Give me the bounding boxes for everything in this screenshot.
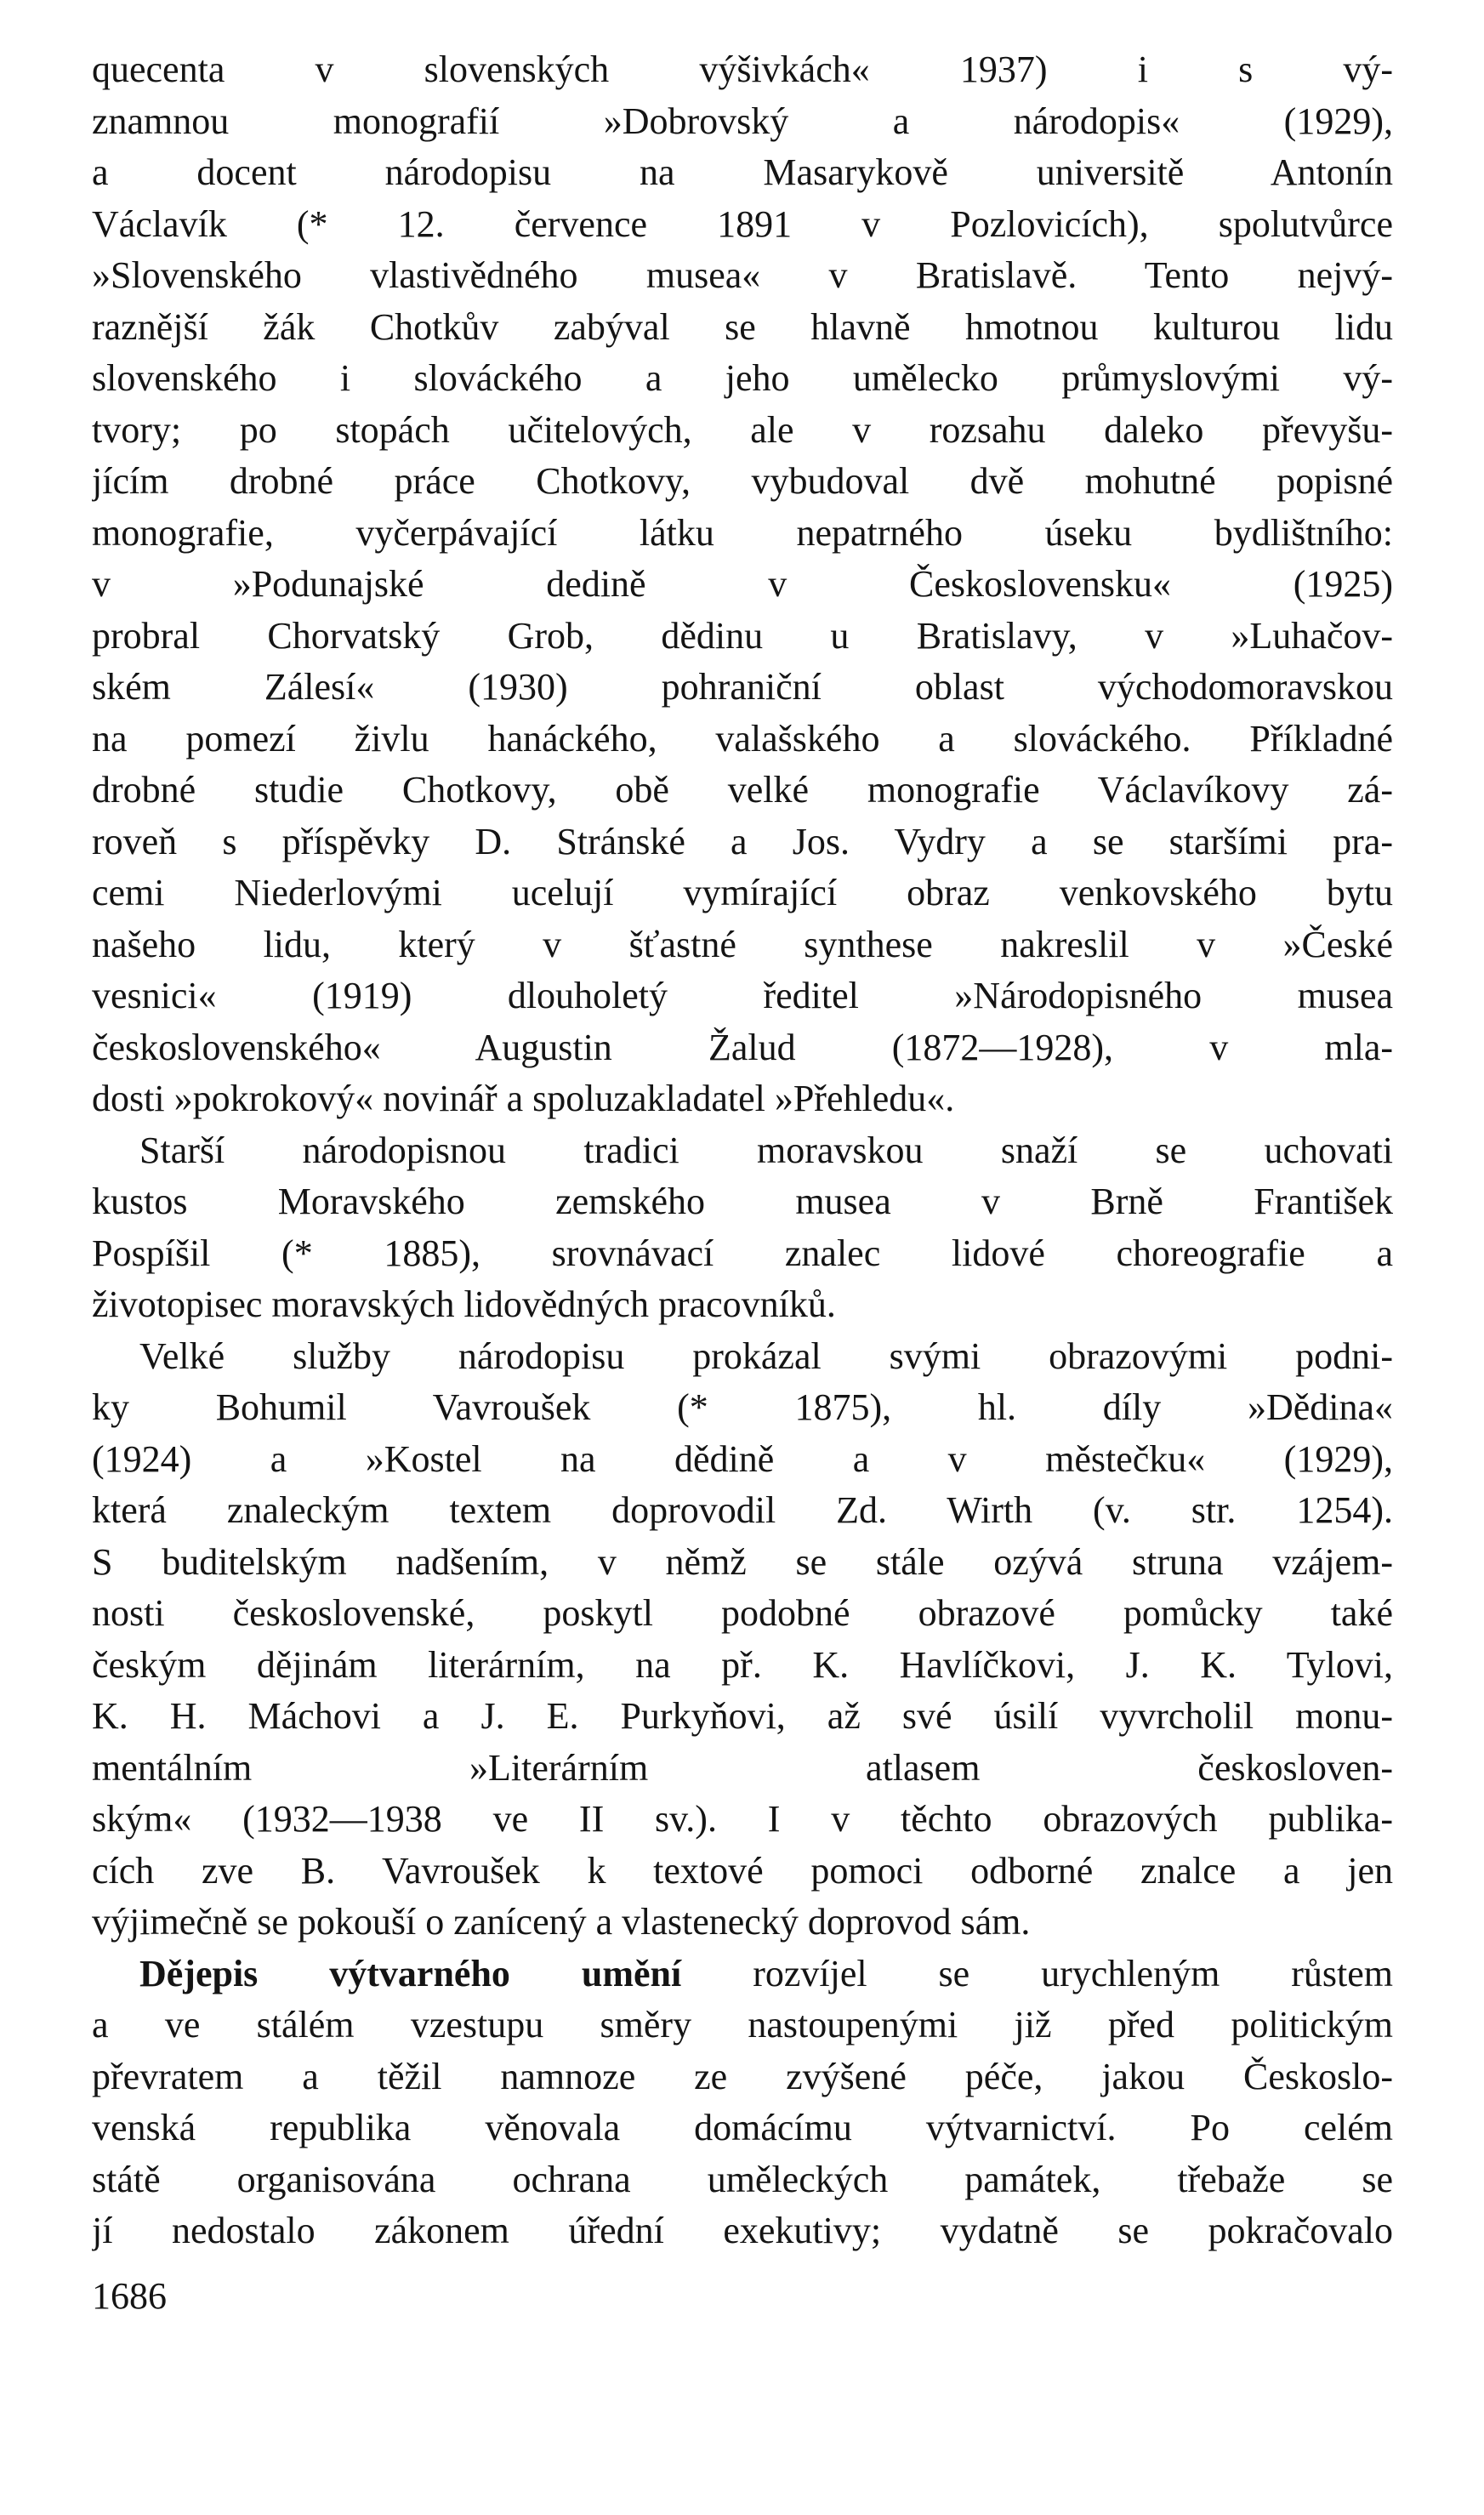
paragraph-start-line: Starší národopisnou tradici moravskou snaží se uchovati [139, 1129, 1393, 1171]
text-line: vesnici« (1919) dlouholetý ředitel »Národopisného musea [92, 975, 1393, 1016]
text-line: quecenta v slovenských výšivkách« 1937) i s vý- [92, 48, 1393, 90]
text-line: jícím drobné práce Chotkovy, vybudoval dvě mohutné popisné [92, 460, 1393, 502]
text-line: kustos Moravského zemského musea v Brně František [92, 1181, 1393, 1222]
text-line: našeho lidu, který v šťastné synthese nakreslil v »České [92, 923, 1393, 965]
paragraph-start-line [92, 1949, 1393, 2000]
text-fragment: rozvíjel se urychleným růstem [753, 1952, 1393, 1994]
text-line: a docent národopisu na Masarykově universitě Antonín [92, 151, 1393, 193]
page-text-column [92, 44, 1393, 2257]
text-line: a ve stálém vzestupu směry nastoupenými již před politickým [92, 2004, 1393, 2046]
paragraph-start-line: Velké služby národopisu prokázal svými obrazovými podni- [139, 1334, 1393, 1377]
text-line: nosti československé, poskytl podobné obrazové pomůcky také [92, 1592, 1393, 1634]
text-line: českým dějinám literárním, na př. K. Havlíčkovi, J. K. Tylovi, [92, 1643, 1393, 1686]
text-line: životopisec moravských lidovědných pracovníků. [92, 1283, 836, 1325]
text-line: státě organisována ochrana uměleckých památek, třebaže se [92, 2158, 1393, 2200]
text-line: Pospíšil (* 1885), srovnávací znalec lidové choreografie a [92, 1232, 1393, 1274]
text-line: výjimečně se pokouší o zanícený a vlastenecký doprovod sám. [92, 1901, 1031, 1943]
text-line: která znaleckým textem doprovodil Zd. Wirth (v. str. 1254). [92, 1489, 1393, 1531]
text-line: jí nedostalo zákonem úřední exekutivy; vydatně se pokračovalo [92, 2210, 1393, 2251]
text-line: »Slovenského vlastivědného musea« v Bratislavě. Tento nejvý- [92, 254, 1393, 296]
text-line: mentálním »Literárním atlasem českosloven- [92, 1746, 1393, 1789]
text-line: cemi Niederlovými ucelují vymírající obraz venkovského bytu [92, 872, 1393, 913]
bold-lead-phrase: Dějepis výtvarného umění [139, 1952, 682, 1994]
text-line: probral Chorvatský Grob, dědinu u Bratislavy, v »Luhačov- [92, 614, 1393, 657]
text-line: roveň s příspěvky D. Stránské a Jos. Vydry a se staršími pra- [92, 820, 1393, 862]
text-line: převratem a těžil namnoze ze zvýšené péče, jakou Českoslo- [92, 2055, 1393, 2097]
text-line: Václavík (* 12. července 1891 v Pozlovicích), spolutvůrce [92, 202, 1393, 245]
text-line: S buditelským nadšením, v němž se stále ozývá struna vzájem- [92, 1540, 1393, 1583]
text-line: cích zve B. Vavroušek k textové pomoci odborné znalce a jen [92, 1849, 1393, 1892]
text-line: monografie, vyčerpávající látku nepatrného úseku bydlištního: [92, 511, 1393, 554]
text-line: dosti »pokrokový« novinář a spoluzakladatel »Přehledu«. [92, 1078, 955, 1119]
text-line: v »Podunajské dedině v Československu« (1925) [92, 563, 1393, 605]
text-line: tvory; po stopách učitelových, ale v rozsahu daleko převyšu- [92, 408, 1393, 451]
text-line: ským« (1932—1938 ve II sv.). I v těchto obrazových publika- [92, 1798, 1393, 1840]
text-line: znamnou monografií »Dobrovský a národopis« (1929), [92, 100, 1393, 142]
text-line: ky Bohumil Vavroušek (* 1875), hl. díly »Dědina« [92, 1386, 1393, 1428]
text-line: československého« Augustin Žalud (1872—1928), v mla- [92, 1026, 1393, 1068]
text-line: raznější žák Chotkův zabýval se hlavně hmotnou kulturou lidu [92, 305, 1393, 348]
text-line: na pomezí živlu hanáckého, valašského a slováckého. Příkladné [92, 717, 1393, 760]
text-line: drobné studie Chotkovy, obě velké monografie Václavíkovy zá- [92, 769, 1393, 811]
text-line: venská republika věnovala domácímu výtvarnictví. Po celém [92, 2107, 1393, 2148]
page-number: 1686 [92, 2275, 167, 2317]
text-line: slovenského i slováckého a jeho umělecko průmyslovými vý- [92, 357, 1393, 399]
text-line: (1924) a »Kostel na dědině a v městečku« (1929), [92, 1437, 1393, 1480]
text-line: ském Zálesí« (1930) pohraniční oblast východomoravskou [92, 666, 1393, 708]
text-line: K. H. Máchovi a J. E. Purkyňovi, až své úsilí vyvrcholil monu- [92, 1695, 1393, 1737]
